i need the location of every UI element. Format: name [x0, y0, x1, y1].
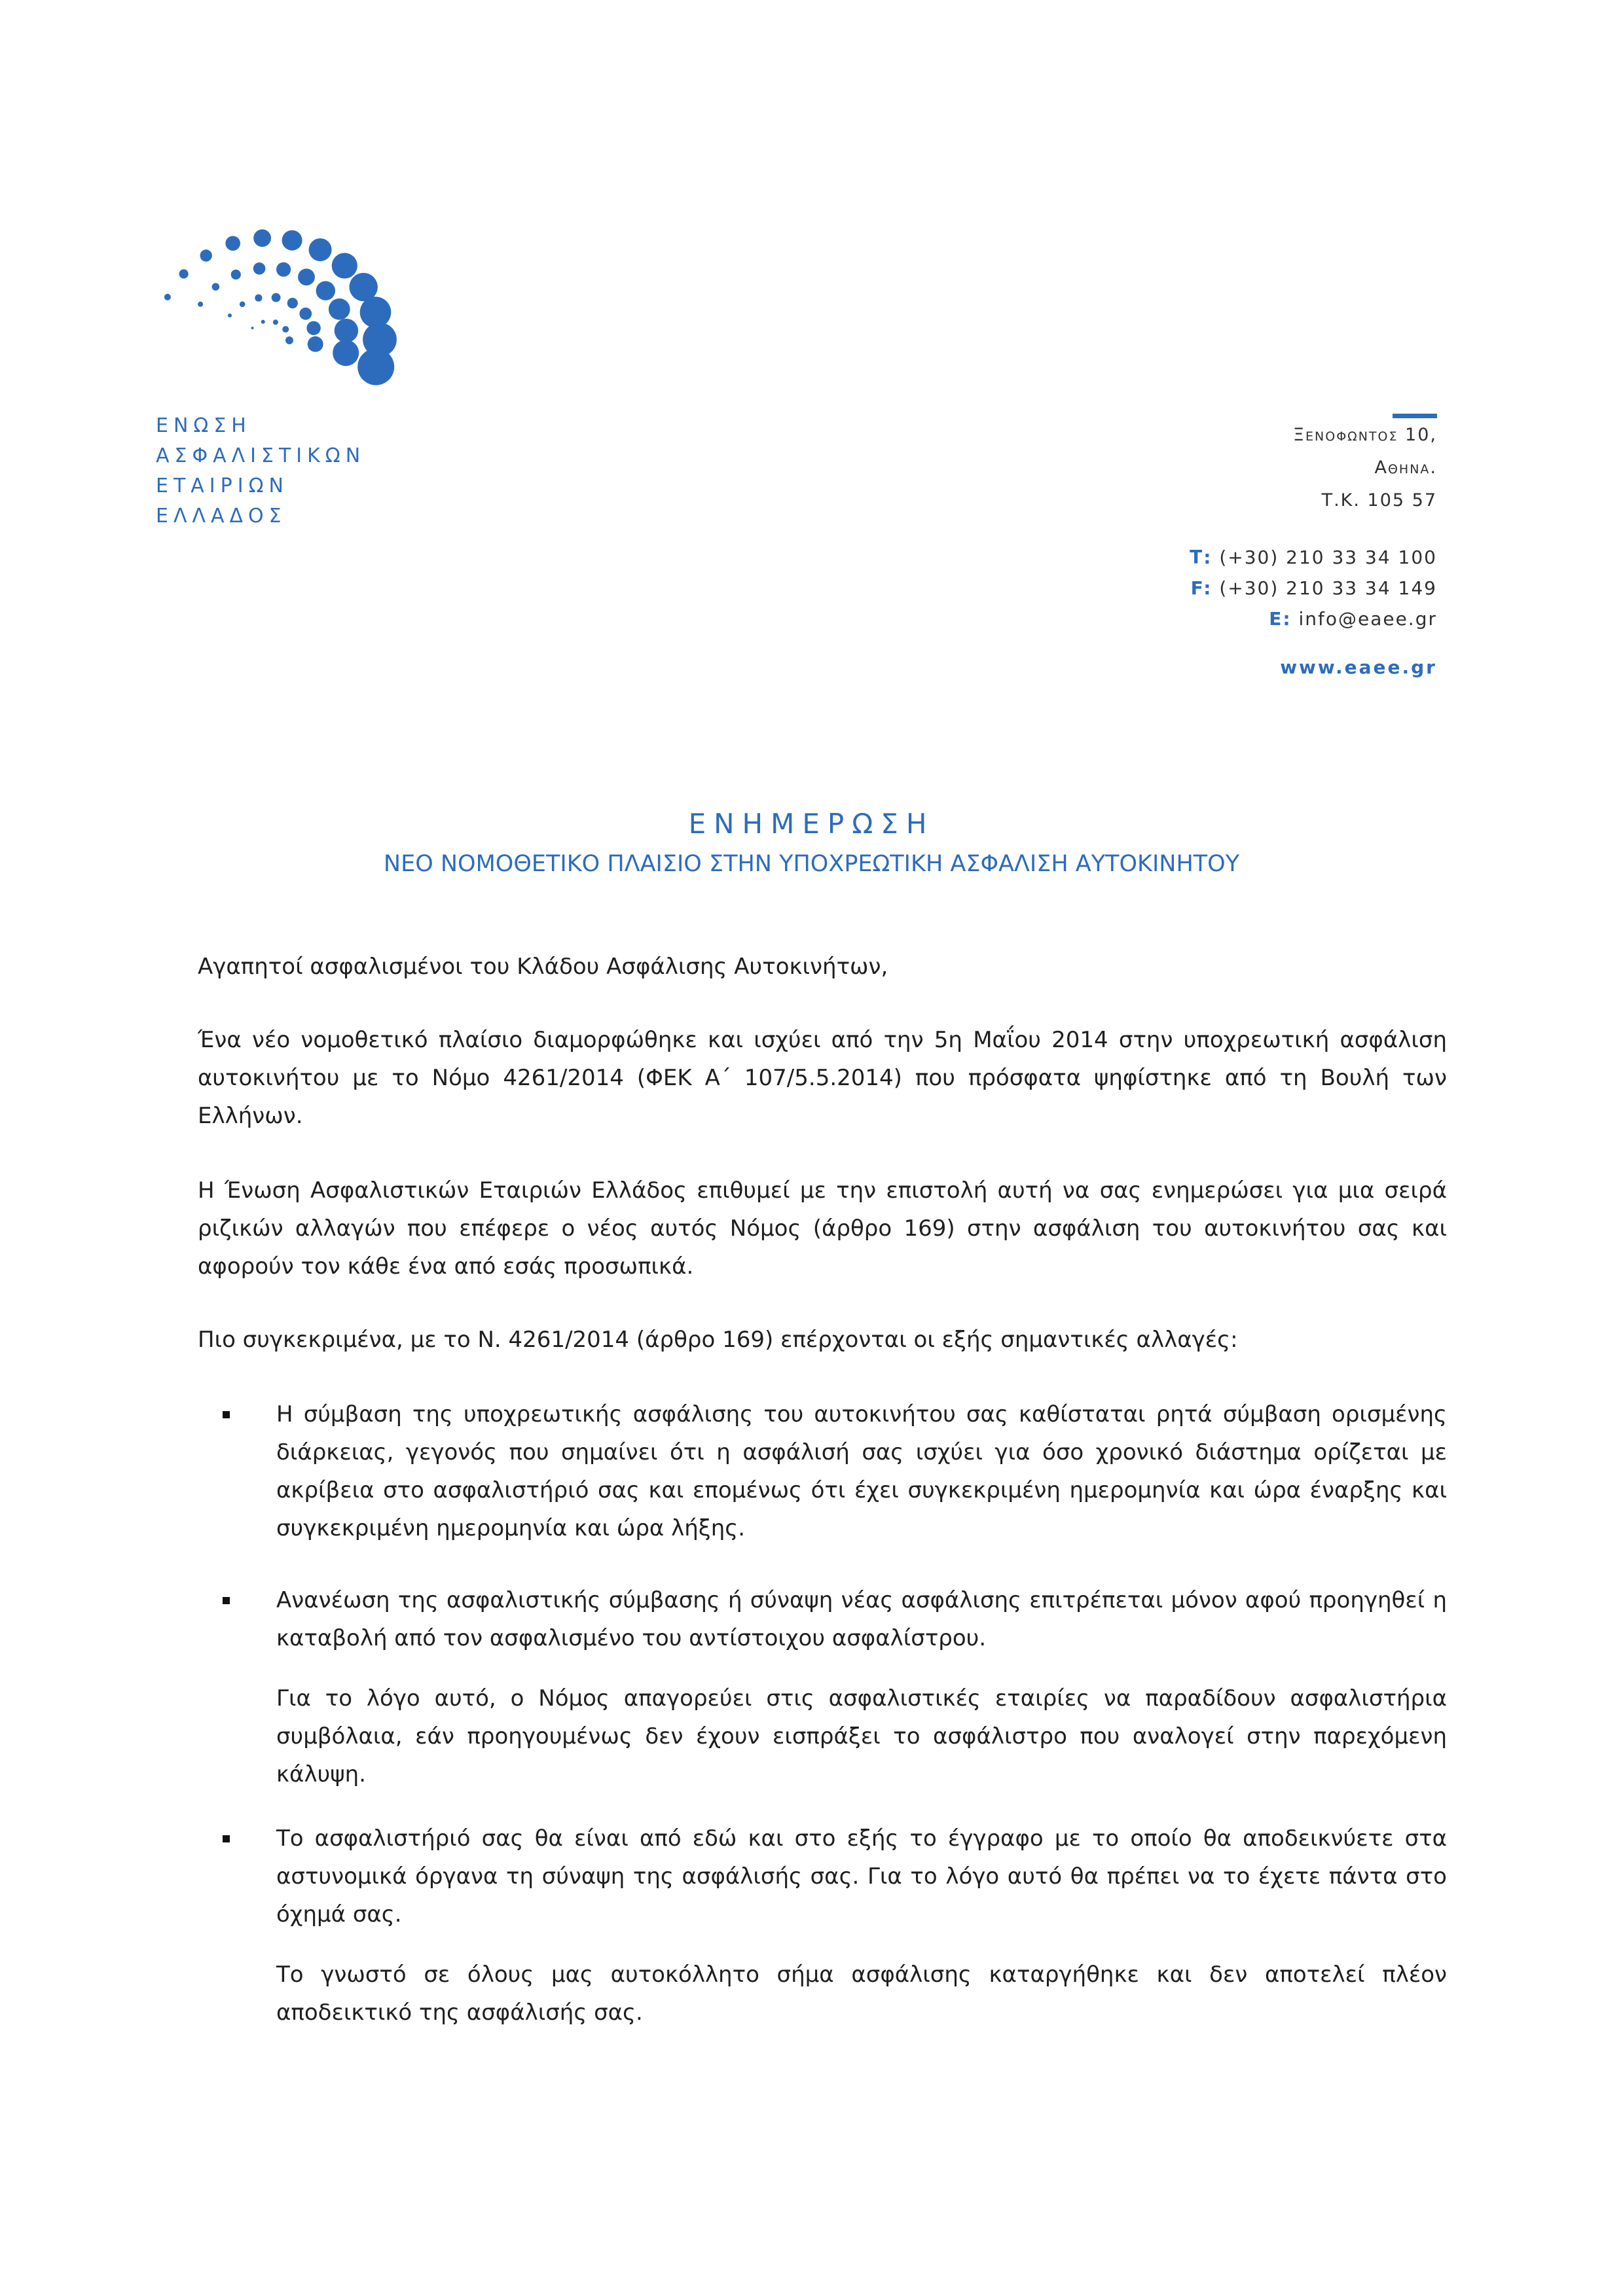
organization-logo	[137, 196, 412, 412]
logo-dot	[231, 270, 241, 279]
logo-dot	[179, 269, 189, 278]
logo-dot	[225, 236, 240, 251]
fax-label: F:	[1190, 577, 1213, 599]
accent-bar	[1393, 414, 1437, 418]
org-name-line-3: ΕΤΑΙΡΙΩΝ	[156, 475, 289, 497]
address-street: Ξενοφωντοσ 10,	[1292, 425, 1437, 445]
org-name-line-1: ΕΝΩΣΗ	[156, 414, 251, 437]
paragraph-1: Ένα νέο νομοθετικό πλαίσιο διαμορφώθηκε και ισχύει από την 5η Μαΐου 2014 στην υποχρεωτική ασφάλιση αυτοκινήτου με το Νόμο 4261/2014 (ΦΕΚ Α΄ 107/5.5.2014) που πρόσφατα ψηφίστηκε από τη Βουλή των Ελλήνων.	[198, 1027, 1447, 1129]
email-address[interactable]: info@eaee.gr	[1298, 608, 1437, 630]
bullet-square-icon	[223, 1835, 230, 1842]
paragraph-3: Πιο συγκεκριμένα, με το Ν. 4261/2014 (άρθρο 169) επέρχονται οι εξής σημαντικές αλλαγές:	[198, 1327, 1238, 1353]
logo-dot	[357, 349, 394, 386]
address-city: Αθηνα.	[1374, 457, 1437, 478]
logo-dot	[299, 308, 312, 320]
organization-name	[156, 411, 365, 531]
logo-dot	[306, 321, 320, 335]
logo-dot	[335, 319, 358, 342]
phone-number: (+30) 210 33 34 100	[1219, 547, 1437, 568]
logo-dot	[272, 293, 281, 302]
logo-dot	[212, 283, 220, 291]
logo-dot	[329, 298, 350, 320]
logo-dot	[255, 295, 262, 302]
greeting: Αγαπητοί ασφαλισμένοι του Κλάδου Ασφάλισης Αυτοκινήτων,	[198, 954, 888, 980]
logo-dot	[200, 249, 212, 261]
logo-dot	[198, 302, 203, 307]
logo-dot	[285, 336, 293, 344]
logo-dot	[253, 262, 266, 275]
org-name-line-4: ΕΛΛΑΔΟΣ	[156, 505, 287, 528]
email-line	[1190, 603, 1437, 634]
document-title: ΕΝΗΜΕΡΩΣΗ	[688, 808, 935, 840]
fax-line	[1190, 573, 1437, 603]
logo-dot	[240, 302, 246, 308]
bullet-2-subparagraph: Για το λόγο αυτό, ο Νόμος απαγορεύει στις ασφαλιστικές εταιρίες να παραδίδουν ασφαλιστήρια συμβόλαια, εάν προηγουμένως δεν έχουν εισπράξει το ασφάλιστρο που αναλογεί στην παρεχόμενη κάλυψη.	[276, 1685, 1447, 1787]
logo-dot	[276, 262, 291, 277]
logo-dot	[316, 281, 335, 300]
logo-dot	[253, 229, 271, 247]
logo-dot	[251, 327, 254, 329]
logo-dot	[282, 326, 289, 332]
logo-dot	[308, 336, 323, 352]
bullet-3-text: Το ασφαλιστήριό σας θα είναι από εδώ και στο εξής το έγγραφο με το οποίο θα αποδεικνύετε στα αστυνομικά όργανα τη σύναψη της ασφάλισής σας. Για το λόγο αυτό θα πρέπει να το έχετε πάντα στο όχημά σας.	[276, 1825, 1447, 1928]
bullet-2-text: Ανανέωση της ασφαλιστικής σύμβασης ή σύναψη νέας ασφάλισης επιτρέπεται μόνον αφού προηγηθεί η καταβολή από τον ασφαλισμένο του αντίστοιχου ασφαλίστρου.	[276, 1587, 1447, 1651]
phone-line	[1190, 542, 1437, 573]
contact-block	[1190, 419, 1437, 678]
fax-number: (+30) 210 33 34 149	[1219, 577, 1437, 599]
logo-dot	[298, 268, 315, 285]
logo-dot	[287, 298, 298, 308]
bullet-1-text: Η σύμβαση της υποχρεωτικής ασφάλισης του αυτοκινήτου σας καθίσταται ρητά σύμβαση ορισμένης διάρκειας, γεγονός που σημαίνει ότι η ασφάλισή σας ισχύει για όσο χρονικό διάστημα ορίζεται με ακρίβεια στο ασφαλιστήριό σας και επομένως ότι έχει συγκεκριμένη ημερομηνία και ώρα έναρξης και συγκεκριμένη ημερομηνία και ώρα λήξης.	[276, 1401, 1447, 1541]
org-name-line-2: ΑΣΦΑΛΙΣΤΙΚΩΝ	[156, 444, 366, 467]
address	[1190, 419, 1437, 517]
logo-dot	[273, 319, 278, 325]
bullet-3-subparagraph: Το γνωστό σε όλους μας αυτοκόλλητο σήμα ασφάλισης καταργήθηκε και δεν αποτελεί πλέον αποδεικτικό της ασφάλισής σας.	[276, 1962, 1447, 2026]
bullet-square-icon	[223, 1597, 230, 1604]
address-postcode: Τ.Κ. 105 57	[1321, 490, 1437, 511]
logo-dot	[332, 253, 357, 278]
logo-dot	[228, 314, 232, 317]
paragraph-2: Η Ένωση Ασφαλιστικών Εταιριών Ελλάδος επιθυμεί με την επιστολή αυτή να σας ενημερώσει για μια σειρά ριζικών αλλαγών που επέφερε ο νέος αυτός Νόμος (άρθρο 169) στην ασφάλιση του αυτοκινήτου σας και αφορούν τον κάθε ένα από εσάς προσωπικά.	[198, 1177, 1447, 1280]
website-link[interactable]: www.eaee.gr	[1280, 656, 1437, 678]
document-subtitle: ΝΕΟ ΝΟΜΟΘΕΤΙΚΟ ΠΛΑΙΣΙΟ ΣΤΗΝ ΥΠΟΧΡΕΩΤΙΚΗ ΑΣΦΑΛΙΣΗ ΑΥΤΟΚΙΝΗΤΟΥ	[383, 851, 1240, 877]
phone-label: Τ:	[1190, 547, 1213, 568]
email-label: E:	[1269, 608, 1292, 630]
logo-dot	[333, 340, 359, 366]
logo-dot	[164, 294, 171, 300]
logo-dot	[261, 320, 265, 324]
bullet-square-icon	[223, 1411, 230, 1418]
logo-dot	[282, 230, 302, 251]
logo-dot	[309, 238, 332, 261]
